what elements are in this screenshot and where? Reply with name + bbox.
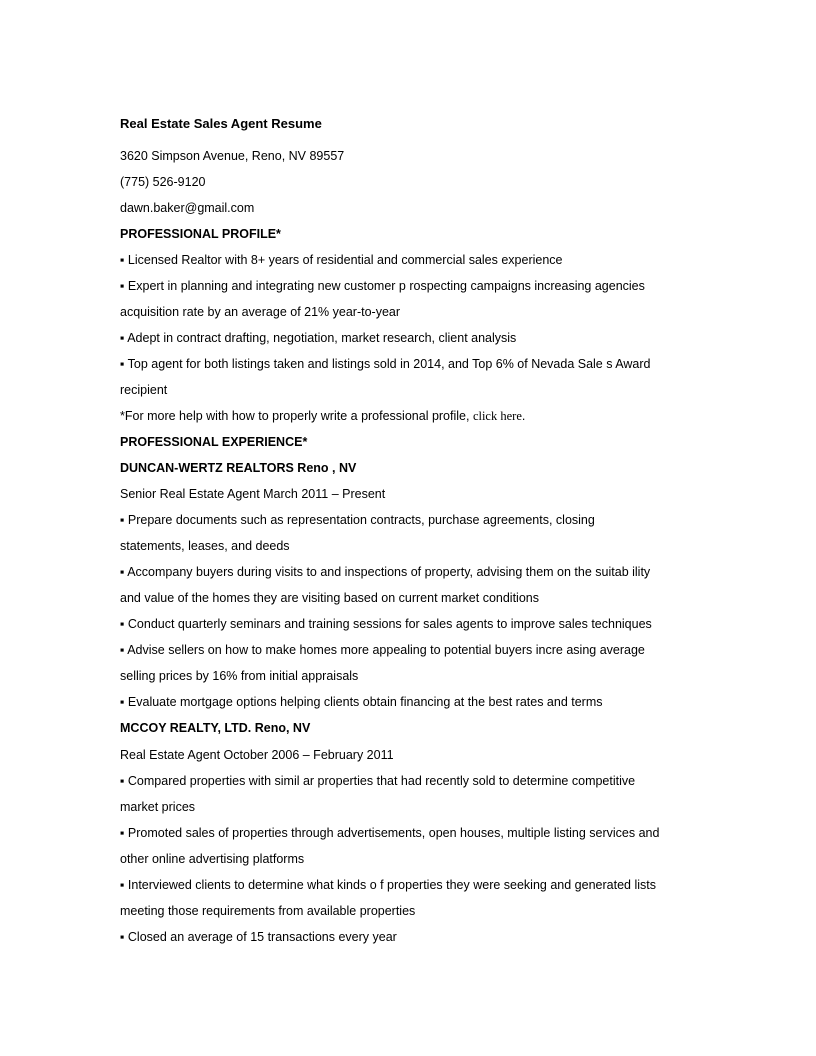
- job-role: Senior Real Estate Agent March 2011 – Present: [120, 487, 386, 501]
- employer-name: DUNCAN-WERTZ REALTORS Reno , NV: [120, 461, 357, 475]
- document-title: Real Estate Sales Agent Resume: [120, 116, 322, 131]
- profile-help-note: [120, 408, 525, 424]
- contact-phone: (775) 526-9120: [120, 175, 206, 189]
- profile-line: ▪ Licensed Realtor with 8+ years of residential and commercial sales experience: [120, 253, 563, 267]
- job-line: ▪ Accompany buyers during visits to and inspections of property, advising them on the suitab ility: [120, 565, 651, 579]
- job-line: ▪ Advise sellers on how to make homes more appealing to potential buyers incre asing average: [120, 643, 645, 657]
- job-line: meeting those requirements from available properties: [120, 904, 416, 918]
- job-line: ▪ Compared properties with simil ar properties that had recently sold to determine competitive: [120, 774, 636, 788]
- job-line: ▪ Interviewed clients to determine what kinds o f properties they were seeking and generated lists: [120, 878, 656, 892]
- profile-line: recipient: [120, 383, 168, 397]
- experience-heading: PROFESSIONAL EXPERIENCE*: [120, 435, 308, 449]
- job-line: selling prices by 16% from initial appraisals: [120, 669, 359, 683]
- job-line: ▪ Promoted sales of properties through advertisements, open houses, multiple listing services and: [120, 826, 660, 840]
- help-note-text: *For more help with how to properly write a professional profile,: [120, 409, 473, 423]
- job-role: Real Estate Agent October 2006 – February 2011: [120, 748, 394, 762]
- contact-email: dawn.baker@gmail.com: [120, 201, 255, 215]
- job-line: ▪ Prepare documents such as representation contracts, purchase agreements, closing: [120, 513, 595, 527]
- job-line: ▪ Closed an average of 15 transactions every year: [120, 930, 397, 944]
- job-line: ▪ Conduct quarterly seminars and training sessions for sales agents to improve sales techniques: [120, 617, 652, 631]
- job-line: market prices: [120, 800, 196, 814]
- job-line: statements, leases, and deeds: [120, 539, 290, 553]
- profile-heading: PROFESSIONAL PROFILE*: [120, 227, 281, 241]
- job-line: ▪ Evaluate mortgage options helping clients obtain financing at the best rates and terms: [120, 695, 603, 709]
- contact-address: 3620 Simpson Avenue, Reno, NV 89557: [120, 149, 345, 163]
- click-here-link[interactable]: click here: [472, 409, 522, 423]
- job-line: and value of the homes they are visiting based on current market conditions: [120, 591, 539, 605]
- profile-line: ▪ Top agent for both listings taken and listings sold in 2014, and Top 6% of Nevada Sale s Award: [120, 357, 651, 371]
- employer-name: MCCOY REALTY, LTD. Reno, NV: [120, 721, 311, 735]
- profile-line: ▪ Expert in planning and integrating new customer p rospecting campaigns increasing agencies: [120, 279, 645, 293]
- profile-line: ▪ Adept in contract drafting, negotiation, market research, client analysis: [120, 331, 517, 345]
- help-note-period: .: [521, 409, 526, 423]
- profile-line: acquisition rate by an average of 21% year-to-year: [120, 305, 401, 319]
- job-line: other online advertising platforms: [120, 852, 305, 866]
